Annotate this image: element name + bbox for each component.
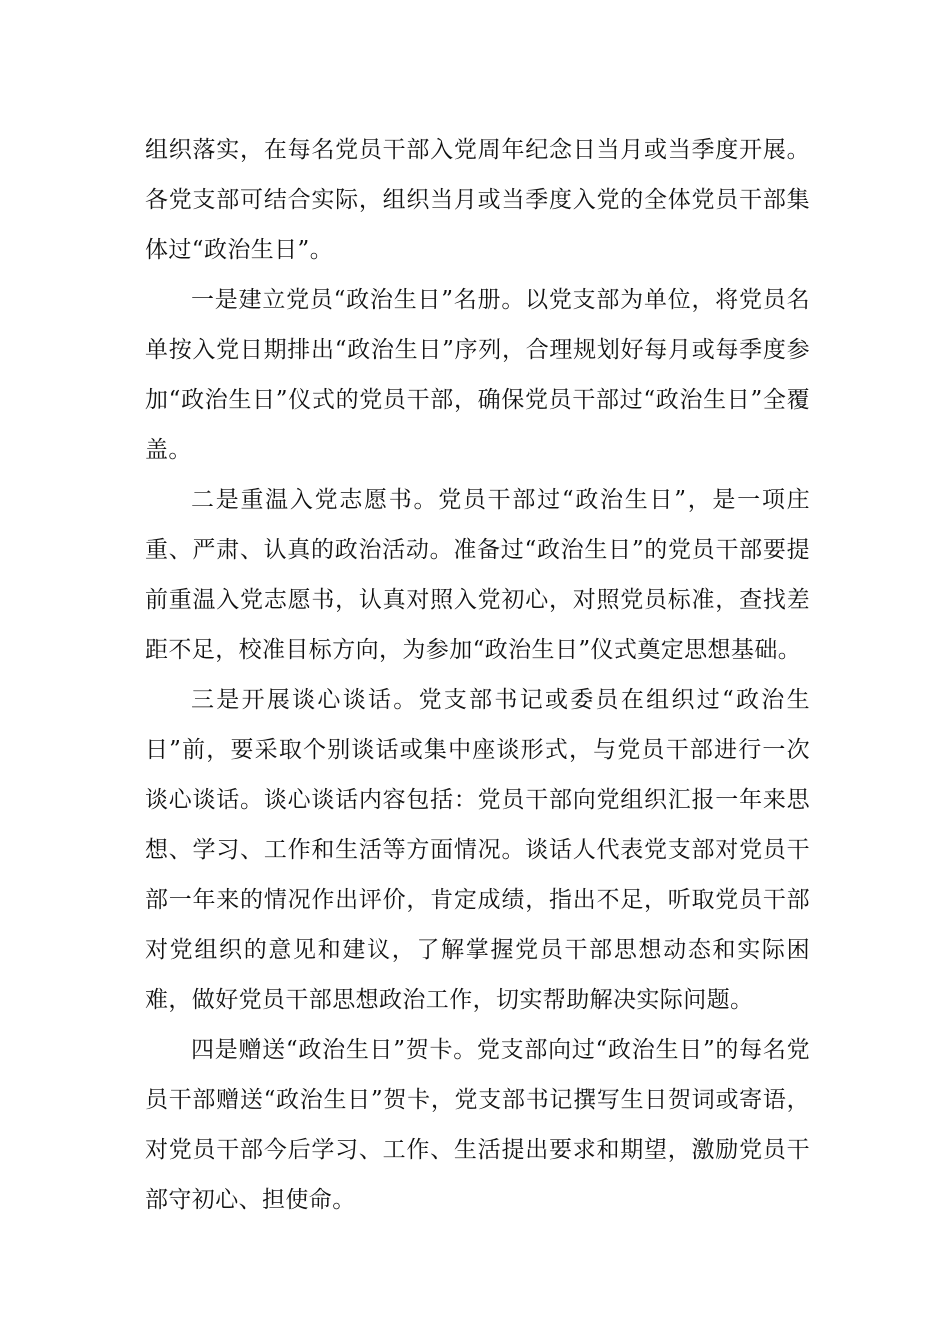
paragraph-item-1: 一是建立党员“政治生日”名册。以党支部为单位，将党员名单按入党日期排出“政治生日”序列，合理规划好每月或每季度参加“政治生日”仪式的党员干部，确保党员干部过“政治生日”全覆盖。 (145, 287, 810, 463)
document-body (145, 125, 810, 1225)
paragraph-item-3: 三是开展谈心谈话。党支部书记或委员在组织过“政治生日”前，要采取个别谈话或集中座谈形式，与党员干部进行一次谈心谈话。谈心谈话内容包括：党员干部向党组织汇报一年来思想、学习、工作和生活等方面情况。谈话人代表党支部对党员干部一年来的情况作出评价，肯定成绩，指出不足，听取党员干部对党组织的意见和建议，了解掌握党员干部思想动态和实际困难，做好党员干部思想政治工作，切实帮助解决实际问题。 (145, 687, 810, 1013)
paragraph-item-4: 四是赠送“政治生日”贺卡。党支部向过“政治生日”的每名党员干部赠送“政治生日”贺卡，党支部书记撰写生日贺词或寄语，对党员干部今后学习、工作、生活提出要求和期望，激励党员干部守初心、担使命。 (145, 1037, 810, 1213)
paragraph-item-2: 二是重温入党志愿书。党员干部过“政治生日”，是一项庄重、严肃、认真的政治活动。准备过“政治生日”的党员干部要提前重温入党志愿书，认真对照入党初心，对照党员标准，查找差距不足，校准目标方向，为参加“政治生日”仪式奠定思想基础。 (145, 487, 810, 663)
paragraph-continuation: 组织落实，在每名党员干部入党周年纪念日当月或当季度开展。各党支部可结合实际，组织当月或当季度入党的全体党员干部集体过“政治生日”。 (145, 137, 810, 263)
